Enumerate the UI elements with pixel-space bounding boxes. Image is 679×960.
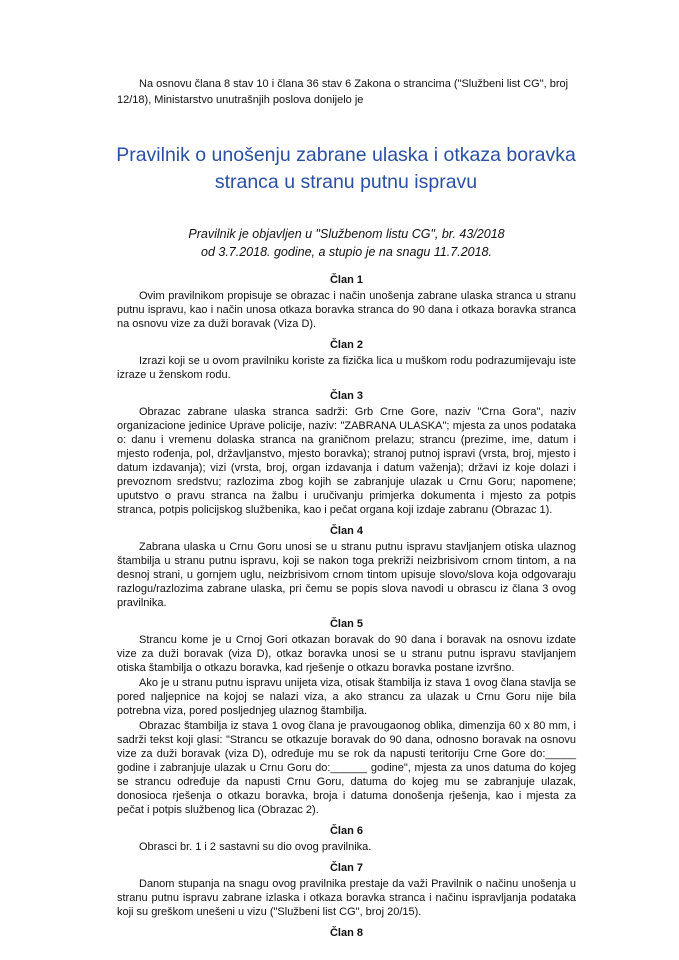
- publication-note: Pravilnik je objavljen u "Službenom listu CG", br. 43/2018 od 3.7.2018. godine, a stupio je na snagu 11.7.2018.: [188, 227, 505, 259]
- article-heading: Član 7: [329, 862, 363, 874]
- document-title: Pravilnik o unošenju zabrane ulaska i otkaza boravka stranca u stranu putnu ispravu: [116, 144, 576, 193]
- article-heading: Član 5: [329, 618, 363, 630]
- article-heading: Član 2: [329, 339, 363, 351]
- article-paragraph: Obrazac štambilja iz stava 1 ovog člana je pravougaonog oblika, dimenzija 60 x 80 mm, i sadrži tekst koji glasi: "Strancu se otkazuje boravak do 90 dana, odnosno boravak na osnovu vize za duži boravak (viza D), određuje mu se rok da napusti teritoriju Crne Gore do:_____ godine i zabranjuje ulazak u Crnu Goru do:______ godine", mjesta za unos datuma do kojeg se strancu određuje da napusti Crnu Goru, datuma do kojeg mu se zabranjuje ulazak, donosioca rješenja o otkazu boravka, broja i datuma donošenja rješenja, kao i mjesta za pečat i potpis službenog lica (Obrazac 2).: [117, 720, 576, 816]
- document-content: [117, 76, 576, 941]
- article-heading: Član 4: [329, 525, 363, 537]
- article-paragraph: Strancu kome je u Crnoj Gori otkazan boravak do 90 dana i boravak na osnovu izdate vize za duži boravak (viza D), otkaz boravka unosi se u stranu putnu ispravu stavljanjem otiska štambilja o otkazu boravka, kad rješenje o otkazu boravka postane izvršno.: [117, 634, 576, 674]
- article-paragraph: Ovim pravilnikom propisuje se obrazac i način unošenja zabrane ulaska stranca u stranu putnu ispravu, kao i način unosa otkaza boravka stranca do 90 dana i otkaza boravka stranca na osnovu vize za duži boravak (Viza D).: [117, 290, 576, 330]
- articles-list: [117, 273, 576, 941]
- article-heading: Član 8: [329, 927, 363, 939]
- article-paragraph: Obrazac zabrane ulaska stranca sadrži: Grb Crne Gore, naziv "Crna Gora", naziv organizacione jedinice Uprave policije, naziv: "ZABRANA ULASKA"; mjesta za unos podataka o: danu i vremenu dolaska stranca na graničnom prelazu; strancu (prezime, ime, datum i mjesto rođenja, pol, državljanstvo, mjesto boravka); stranoj putnoj ispravi (vrsta, broj, mjesto i datum izdavanja); vizi (vrsta, broj, organ izdavanja i datum važenja); državi iz koje dolazi i prevoznom sredstvu; razlozima zbog kojih se zabranjuje ulazak u Crnu Goru; napomene; uputstvo o pravu stranca na žalbu i uručivanju primjerka dokumenta i mjesto za potpis stranca, potpis policijskog službenika, kao i pečat organa koji izdaje zabranu (Obrazac 1).: [117, 406, 576, 516]
- article-paragraph: Izrazi koji se u ovom pravilniku koriste za fizička lica u muškom rodu podrazumijevaju iste izraze u ženskom rodu.: [117, 355, 576, 381]
- article-paragraph: Ako je u stranu putnu ispravu unijeta viza, otisak štambilja iz stava 1 ovog člana stavlja se pored naljepnice na kojoj se nalazi viza, a ako strancu za ulazak u Crnu Goru nije bila potrebna viza, pored posljednjeg ulaznog štambilja.: [117, 677, 576, 717]
- article-paragraph: Danom stupanja na snagu ovog pravilnika prestaje da važi Pravilnik o načinu unošenja u stranu putnu ispravu zabrane izlaska i otkaza boravka stranca i načinu ispravljanja podataka koji su greškom unešeni u vizu ("Službeni list CG", broj 20/15).: [117, 878, 576, 918]
- intro-paragraph: Na osnovu člana 8 stav 10 i člana 36 stav 6 Zakona o strancima ("Službeni list CG", broj 12/18), Ministarstvo unutrašnjih poslova donijelo je: [117, 78, 569, 106]
- article-heading: Član 1: [329, 274, 363, 286]
- article-paragraph: Obrasci br. 1 i 2 sastavni su dio ovog pravilnika.: [139, 841, 372, 853]
- article-heading: Član 3: [329, 390, 363, 402]
- article-heading: Član 6: [329, 825, 363, 837]
- article-paragraph: Zabrana ulaska u Crnu Goru unosi se u stranu putnu ispravu stavljanjem otiska ulaznog štambilja u stranu putnu ispravu, koji se nakon toga prekriži neizbrisivom crnom tintom, a na desnoj strani, u gornjem uglu, neizbrisivom crnom tintom upisuje slovo/slova koja odgovaraju razlogu/razlozima zabrane ulaska, pri čemu se popis slova navodi u obrascu iz člana 3 ovog pravilnika.: [117, 541, 576, 609]
